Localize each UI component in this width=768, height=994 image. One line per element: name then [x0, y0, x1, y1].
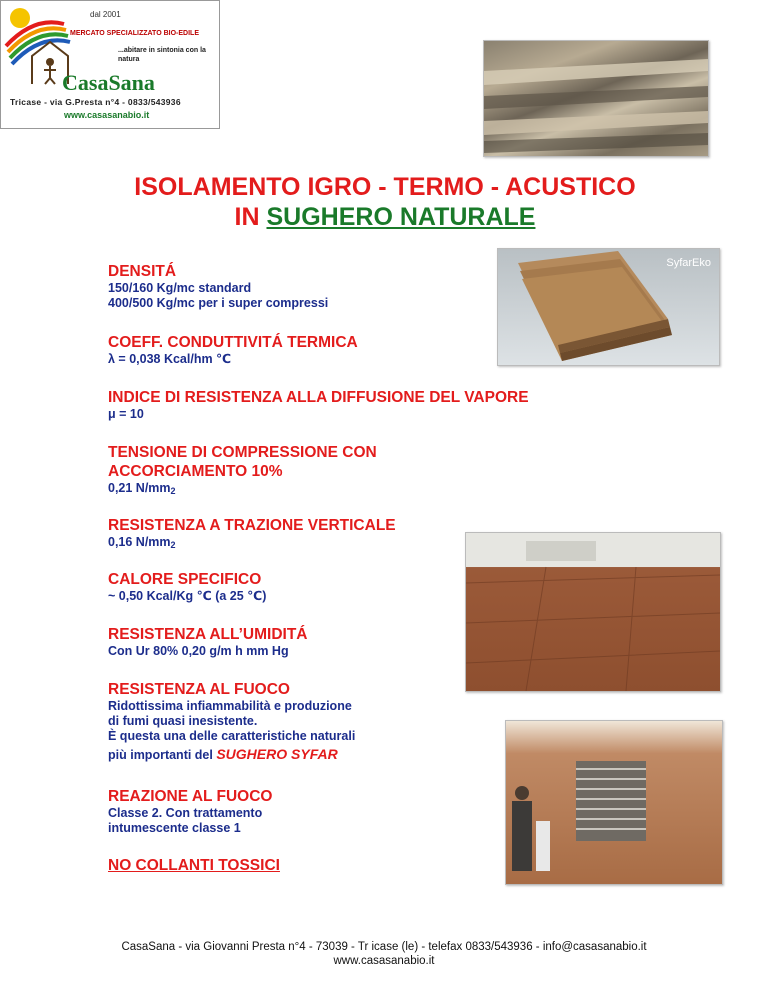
reazione-line1: Classe 2. Con trattamento [108, 806, 263, 820]
sughero-syfar-highlight: SUGHERO SYFAR [216, 746, 338, 762]
trazione-title: RESISTENZA A TRAZIONE VERTICALE [108, 517, 396, 534]
fuoco-last-prefix: più importanti del [108, 748, 217, 762]
densita-title: DENSITÁ [108, 263, 177, 280]
syfareko-panels-photo [497, 248, 720, 366]
page-footer [0, 940, 768, 968]
title-line2 [40, 202, 730, 232]
umidita-value: Con Ur 80% 0,20 g/m h mm Hg [108, 644, 289, 658]
fuoco-line2: di fumi quasi inesistente. [108, 714, 258, 728]
title-line2-underlined: SUGHERO NATURALE [266, 203, 536, 231]
section-vapore [108, 388, 529, 422]
compressione-value [108, 481, 377, 497]
section-umidita [108, 625, 308, 659]
vapore-title: INDICE DI RESISTENZA ALLA DIFFUSIONE DEL VAPORE [108, 389, 529, 406]
calore-value: ~ 0,50 Kcal/Kg ℃ (a 25 ℃) [108, 589, 267, 603]
reazione-line2: intumescente classe 1 [108, 821, 241, 835]
section-calore [108, 570, 266, 604]
section-collanti [108, 856, 280, 875]
compressione-title-line2: ACCORCIAMENTO 10% [108, 463, 283, 480]
footer-line1: CasaSana - via Giovanni Presta n°4 - 73039 - Tr icase (le) - telefax 0833/543936 - info@casasanabio.it [121, 941, 647, 953]
footer-website: www.casasanabio.it [333, 955, 435, 967]
section-fuoco [108, 680, 355, 763]
logo-brand: CasaSana [62, 70, 155, 95]
compressione-title-line1: TENSIONE DI COMPRESSIONE CON [108, 444, 377, 461]
umidita-title: RESISTENZA ALL’UMIDITÁ [108, 626, 308, 643]
logo-since: dal 2001 [90, 10, 121, 19]
calore-title: CALORE SPECIFICO [108, 571, 262, 588]
logo-address: Tricase - via G.Presta n°4 - 0833/543936 [10, 97, 181, 107]
fuoco-line3: È questa una delle caratteristiche naturali [108, 729, 356, 743]
vapore-value: μ = 10 [108, 407, 144, 421]
section-trazione [108, 516, 396, 551]
reazione-title: REAZIONE AL FUOCO [108, 788, 273, 805]
title-line2-prefix: IN [234, 203, 267, 231]
casasana-logo [0, 0, 220, 129]
densita-line2: 400/500 Kg/mc per i super compressi [108, 296, 329, 310]
trazione-value-sub: 2 [170, 540, 176, 550]
cork-planks-photo [483, 40, 709, 157]
title-line1: ISOLAMENTO IGRO - TERMO - ACUSTICO [134, 173, 636, 201]
trazione-value-text: 0,16 N/mm [108, 535, 171, 549]
logo-website: www.casasanabio.it [64, 110, 150, 120]
wall-cork-worker-photo [505, 720, 723, 885]
fuoco-line1: Ridottissima infiammabilità e produzione [108, 699, 352, 713]
fuoco-title: RESISTENZA AL FUOCO [108, 681, 290, 698]
syfareko-label: SyfarEko [666, 257, 711, 269]
compressione-value-sub: 2 [170, 486, 176, 496]
section-conduttivita [108, 333, 358, 367]
conduttivita-title: COEFF. CONDUTTIVITÁ TERMICA [108, 334, 358, 351]
compressione-value-text: 0,21 N/mm [108, 481, 171, 495]
fuoco-line4 [108, 747, 355, 763]
section-reazione [108, 787, 272, 836]
roof-cork-installation-photo [465, 532, 721, 692]
page-title [40, 172, 730, 232]
section-compressione [108, 443, 377, 497]
logo-tagline: MERCATO SPECIALIZZATO BIO-EDILE [70, 30, 199, 37]
densita-line1: 150/160 Kg/mc standard [108, 281, 252, 295]
conduttivita-value: λ = 0,038 Kcal/hm ℃ [108, 352, 232, 366]
logo-motto: ...abitare in sintonia con la natura [118, 47, 206, 63]
section-densita [108, 262, 328, 311]
collanti-title: NO COLLANTI TOSSICI [108, 857, 280, 874]
trazione-value [108, 535, 396, 551]
